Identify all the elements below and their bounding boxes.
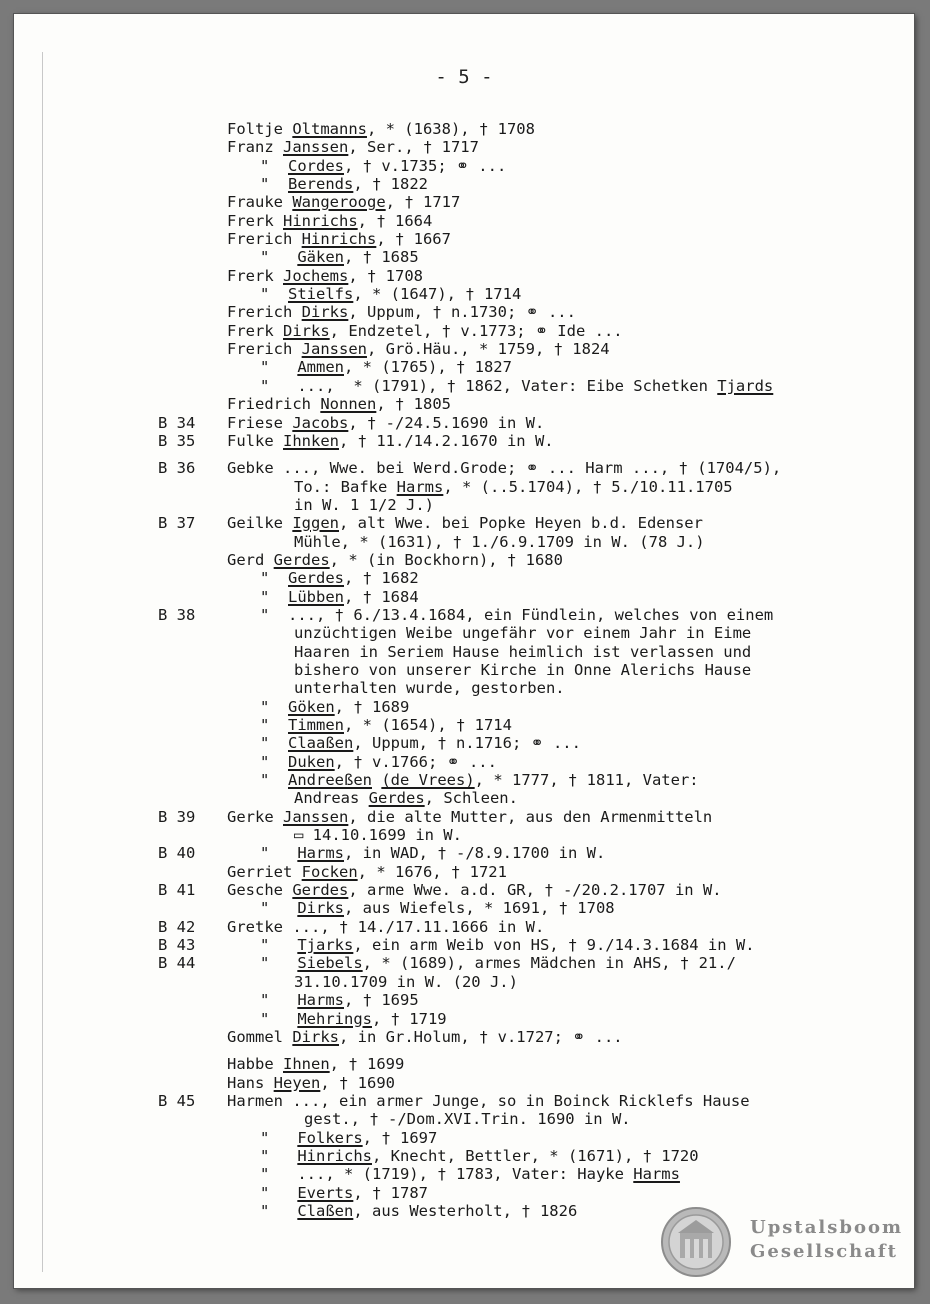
surname: Dirks bbox=[301, 303, 349, 322]
entry-text bbox=[227, 267, 423, 285]
entry-fragment: unzüchtigen Weibe ungefähr vor einem Jahr in Eime bbox=[294, 624, 752, 643]
register-line bbox=[14, 193, 914, 211]
register-line bbox=[14, 624, 914, 642]
entry-fragment: , die alte Mutter, aus den Armenmitteln bbox=[348, 807, 713, 826]
logo-line-2: Gesellschaft bbox=[750, 1241, 898, 1262]
entry-fragment: " bbox=[260, 734, 288, 753]
register-line bbox=[14, 1184, 914, 1202]
surname: Harms bbox=[297, 991, 344, 1010]
surname: Hinrichs bbox=[297, 1146, 372, 1165]
register-line bbox=[14, 395, 914, 413]
entry-fragment: , † 1689 bbox=[334, 697, 410, 716]
register-line bbox=[14, 157, 914, 175]
register-line bbox=[14, 844, 914, 862]
surname: Ihnen bbox=[283, 1055, 330, 1074]
entry-text bbox=[227, 1028, 623, 1046]
entry-fragment: " bbox=[260, 569, 288, 588]
entry-fragment: gest., † -/Dom.XVI.Trin. 1690 in W. bbox=[304, 1110, 631, 1129]
surname: Claßen bbox=[297, 1201, 354, 1220]
entry-fragment: , † 1690 bbox=[320, 1073, 395, 1092]
entry-fragment: , Grö.Häu., * 1759, † 1824 bbox=[366, 340, 610, 359]
register-line bbox=[14, 569, 914, 587]
entry-text bbox=[227, 303, 576, 321]
entry-fragment: , * 1777, † 1811, Vater: bbox=[474, 771, 699, 790]
surname: Nonnen bbox=[320, 395, 377, 414]
register-line bbox=[14, 789, 914, 807]
entry-fragment: , † 1805 bbox=[376, 395, 451, 414]
entry-fragment: " bbox=[260, 716, 288, 734]
surname: Berends bbox=[288, 175, 354, 194]
entry-fragment: , arme Wwe. a.d. GR, † -/20.2.1707 in W. bbox=[348, 881, 722, 900]
entry-fragment: , † 11./14.2.1670 in W. bbox=[339, 431, 554, 450]
entry-fragment: , † -/24.5.1690 in W. bbox=[348, 413, 545, 432]
logo-text bbox=[750, 1216, 903, 1264]
entry-text bbox=[294, 789, 518, 807]
entry-text bbox=[294, 643, 751, 661]
register-line bbox=[14, 285, 914, 303]
entry-fragment: , † 1717 bbox=[385, 193, 461, 212]
register-line bbox=[14, 358, 914, 376]
entry-text bbox=[260, 157, 506, 175]
surname: Hinrichs bbox=[301, 230, 377, 249]
surname: Stielfs bbox=[288, 285, 354, 304]
entry-fragment: , * (1654), † 1714 bbox=[344, 716, 512, 734]
entry-fragment: Gommel bbox=[227, 1027, 293, 1046]
register-line bbox=[14, 771, 914, 789]
surname: Harms bbox=[396, 477, 444, 496]
register-line bbox=[14, 1129, 914, 1147]
register-line bbox=[14, 973, 914, 991]
surname: Janssen bbox=[301, 340, 367, 359]
surname: Timmen bbox=[288, 716, 344, 734]
entry-fragment: , in Gr.Holum, † v.1727; ⚭ ... bbox=[339, 1027, 623, 1046]
seal-icon bbox=[660, 1206, 732, 1278]
entry-fragment: Gebke ..., Wwe. bei Werd.Grode; ⚭ ... Harm ..., † (1704/5), bbox=[227, 459, 782, 478]
entry-fragment: , * (..5.1704), † 5./10.11.1705 bbox=[443, 477, 733, 496]
surname: Focken bbox=[301, 862, 358, 881]
entry-fragment: Harmen ..., ein armer Junge, so in Boinck Ricklefs Hause bbox=[227, 1091, 750, 1110]
entry-code: B 44 bbox=[158, 954, 196, 973]
entry-fragment: Gerd bbox=[227, 550, 274, 569]
document-page bbox=[14, 14, 914, 1288]
register-line bbox=[14, 478, 914, 496]
entry-fragment: , * (1647), † 1714 bbox=[353, 285, 522, 304]
entry-text bbox=[294, 478, 733, 496]
entry-fragment: " bbox=[260, 248, 298, 267]
register-line bbox=[14, 1092, 914, 1110]
entry-text bbox=[227, 863, 507, 881]
register-line bbox=[14, 175, 914, 193]
entry-code: B 38 bbox=[158, 605, 196, 624]
entry-code: B 41 bbox=[158, 881, 196, 900]
register-line bbox=[14, 340, 914, 358]
surname: Tjarks bbox=[297, 936, 354, 955]
entry-text bbox=[260, 899, 615, 917]
register-line bbox=[14, 1165, 914, 1183]
entry-text bbox=[227, 881, 722, 899]
surname: Gerdes bbox=[288, 569, 344, 588]
entry-fragment: " bbox=[260, 954, 298, 973]
entry-text bbox=[260, 1129, 437, 1147]
surname: Duken bbox=[288, 752, 335, 771]
entry-fragment: ▭ 14.10.1699 in W. bbox=[294, 826, 462, 845]
entry-fragment: " ..., * (1791), † 1862, Vater: Eibe Schetken bbox=[260, 376, 718, 395]
entry-fragment: Friese bbox=[227, 413, 293, 432]
logo-line-1: Upstalsboom bbox=[750, 1217, 904, 1238]
register-line bbox=[14, 698, 914, 716]
register-line bbox=[14, 322, 914, 340]
register-line bbox=[14, 496, 914, 514]
entry-text bbox=[260, 716, 512, 734]
entry-fragment: , aus Wiefels, * 1691, † 1708 bbox=[344, 899, 615, 918]
entry-text bbox=[294, 533, 705, 551]
surname: Jacobs bbox=[292, 413, 349, 432]
surname: Göken bbox=[288, 697, 335, 716]
register-line bbox=[14, 661, 914, 679]
register-line bbox=[14, 1028, 914, 1046]
surname: Iggen bbox=[292, 514, 339, 533]
register-line bbox=[14, 734, 914, 752]
surname: Lübben bbox=[288, 587, 344, 606]
register-line bbox=[14, 248, 914, 266]
register-line bbox=[14, 881, 914, 899]
entry-fragment: " bbox=[260, 1146, 298, 1165]
entry-code: B 35 bbox=[158, 431, 196, 450]
register-line bbox=[14, 808, 914, 826]
entry-text bbox=[260, 753, 497, 771]
surname: Harms bbox=[633, 1165, 680, 1184]
register-line bbox=[14, 991, 914, 1009]
entry-code: B 36 bbox=[158, 459, 196, 478]
entry-text bbox=[227, 551, 563, 569]
register-line bbox=[14, 120, 914, 138]
register-line bbox=[14, 459, 914, 477]
entry-text bbox=[294, 624, 751, 642]
entry-fragment: " bbox=[260, 752, 288, 771]
surname: Gerdes bbox=[273, 550, 330, 569]
entry-text bbox=[227, 414, 544, 432]
entry-text bbox=[294, 679, 565, 697]
entry-fragment: " ..., * (1719), † 1783, Vater: Hayke bbox=[260, 1165, 634, 1184]
surname: Harms bbox=[297, 844, 344, 863]
entry-text bbox=[227, 212, 432, 230]
entry-fragment: " bbox=[260, 844, 298, 863]
entry-fragment: , * (in Bockhorn), † 1680 bbox=[329, 550, 563, 569]
entry-text bbox=[260, 285, 521, 303]
surname: Wangerooge bbox=[292, 193, 386, 212]
entry-fragment: Frerich bbox=[227, 230, 302, 249]
entry-fragment: " bbox=[260, 936, 298, 955]
entry-fragment: , † v.1766; ⚭ ... bbox=[334, 752, 497, 771]
entry-fragment: Gerke bbox=[227, 807, 283, 826]
entry-fragment: " bbox=[260, 1183, 298, 1202]
register-line bbox=[14, 432, 914, 450]
entry-text bbox=[294, 826, 462, 844]
register-line bbox=[14, 514, 914, 532]
entry-text bbox=[227, 230, 451, 248]
entry-fragment: To.: Bafke bbox=[294, 477, 397, 496]
entry-fragment: , Uppum, † n.1730; ⚭ ... bbox=[348, 303, 576, 322]
entry-fragment: 31.10.1709 in W. (20 J.) bbox=[294, 972, 518, 991]
entry-text bbox=[260, 844, 605, 862]
entry-fragment: Hans bbox=[227, 1073, 274, 1092]
entry-text bbox=[227, 432, 554, 450]
entry-text bbox=[227, 1074, 395, 1092]
register-line bbox=[14, 414, 914, 432]
register-line bbox=[14, 1147, 914, 1165]
entry-fragment: " bbox=[260, 587, 288, 606]
entry-fragment bbox=[372, 771, 381, 789]
entry-text bbox=[260, 377, 773, 395]
entry-fragment: , † 1697 bbox=[362, 1128, 438, 1147]
entry-fragment: Frerk bbox=[227, 266, 283, 285]
society-logo bbox=[660, 1204, 904, 1280]
register-line bbox=[14, 826, 914, 844]
entry-fragment: , † 1719 bbox=[371, 1009, 447, 1028]
register-line bbox=[14, 643, 914, 661]
entry-fragment: Friedrich bbox=[227, 395, 321, 414]
surname: Jochems bbox=[283, 266, 349, 285]
surname: Cordes bbox=[288, 156, 344, 175]
register-line bbox=[14, 551, 914, 569]
register-line bbox=[14, 899, 914, 917]
entry-fragment: Mühle, * (1631), † 1./6.9.1709 in W. (78 J.) bbox=[294, 532, 705, 551]
entry-text bbox=[294, 661, 751, 679]
entry-text bbox=[294, 973, 518, 991]
entry-fragment: Gretke ..., † 14./17.11.1666 in W. bbox=[227, 917, 545, 936]
surname: Heyen bbox=[273, 1073, 321, 1092]
surname: Janssen bbox=[283, 138, 349, 157]
entry-text bbox=[227, 514, 703, 532]
entry-text bbox=[260, 936, 755, 954]
entry-fragment: " bbox=[260, 1201, 298, 1220]
surname: Andreeßen bbox=[288, 771, 372, 790]
entry-code: B 43 bbox=[158, 936, 196, 955]
entry-fragment: " bbox=[260, 697, 288, 716]
register-entries bbox=[14, 120, 914, 1220]
entry-fragment: , † 1695 bbox=[344, 991, 419, 1010]
entry-fragment: , Schleen. bbox=[424, 789, 518, 808]
entry-fragment: , † 1684 bbox=[344, 587, 419, 606]
register-line bbox=[14, 1010, 914, 1028]
entry-text bbox=[260, 175, 428, 193]
entry-fragment: " bbox=[260, 1128, 298, 1147]
entry-text bbox=[260, 771, 699, 789]
entry-text bbox=[227, 1092, 750, 1110]
surname: Oltmanns bbox=[292, 120, 367, 138]
surname: Ammen bbox=[297, 358, 344, 377]
entry-fragment: , Uppum, † n.1716; ⚭ ... bbox=[353, 734, 581, 753]
entry-fragment: , † v.1735; ⚭ ... bbox=[344, 156, 507, 175]
entry-fragment: " bbox=[260, 1009, 298, 1028]
entry-fragment: , * 1676, † 1721 bbox=[357, 862, 507, 881]
entry-code: B 45 bbox=[158, 1091, 196, 1110]
register-line bbox=[14, 679, 914, 697]
surname: Gerdes bbox=[368, 789, 425, 808]
entry-text bbox=[227, 120, 535, 138]
surname: Folkers bbox=[297, 1128, 363, 1147]
entry-text bbox=[227, 918, 544, 936]
entry-fragment: , † 1685 bbox=[344, 248, 419, 267]
register-line bbox=[14, 588, 914, 606]
entry-fragment: , alt Wwe. bei Popke Heyen b.d. Edenser bbox=[339, 514, 703, 533]
surname: Everts bbox=[297, 1183, 354, 1202]
entry-fragment: " bbox=[260, 358, 298, 377]
entry-fragment: Geilke bbox=[227, 514, 293, 533]
entry-text bbox=[227, 459, 781, 477]
register-line bbox=[14, 753, 914, 771]
surname: Claaßen bbox=[288, 734, 354, 753]
surname: Ihnken bbox=[283, 431, 339, 450]
entry-fragment: Andreas bbox=[294, 789, 369, 808]
register-line bbox=[14, 138, 914, 156]
entry-fragment: , Endzetel, † v.1773; ⚭ Ide ... bbox=[329, 321, 623, 340]
entry-fragment: " bbox=[260, 991, 298, 1010]
entry-fragment: " bbox=[260, 899, 298, 918]
entry-fragment: , * (1689), armes Mädchen in AHS, † 21./ bbox=[362, 954, 736, 973]
entry-text bbox=[260, 1202, 577, 1220]
entry-text bbox=[260, 1010, 447, 1028]
entry-fragment: Frauke bbox=[227, 193, 293, 212]
register-line bbox=[14, 450, 914, 459]
entry-fragment: , in WAD, † -/8.9.1700 in W. bbox=[344, 844, 606, 863]
entry-fragment: , † 1682 bbox=[344, 569, 419, 588]
register-line bbox=[14, 1055, 914, 1073]
entry-code: B 34 bbox=[158, 413, 196, 432]
entry-text bbox=[260, 1165, 680, 1183]
entry-fragment: , aus Westerholt, † 1826 bbox=[353, 1201, 578, 1220]
entry-text bbox=[304, 1110, 631, 1128]
entry-fragment: Frerk bbox=[227, 211, 283, 230]
register-line bbox=[14, 533, 914, 551]
entry-fragment: , Ser., † 1717 bbox=[348, 138, 479, 157]
entry-text bbox=[294, 496, 434, 514]
entry-text bbox=[260, 569, 419, 587]
entry-text bbox=[227, 138, 479, 156]
entry-fragment: " bbox=[260, 285, 288, 304]
entry-fragment: , Knecht, Bettler, * (1671), † 1720 bbox=[371, 1146, 699, 1165]
entry-text bbox=[260, 734, 581, 752]
entry-fragment: unterhalten wurde, gestorben. bbox=[294, 679, 565, 698]
entry-code: B 42 bbox=[158, 917, 196, 936]
entry-fragment: , ein arm Weib von HS, † 9./14.3.1684 in W. bbox=[353, 936, 755, 955]
entry-fragment: " bbox=[260, 156, 288, 175]
surname: Dirks bbox=[283, 321, 330, 340]
entry-fragment: Franz bbox=[227, 138, 283, 157]
surname: Dirks bbox=[292, 1027, 339, 1046]
surname: Siebels bbox=[297, 954, 363, 973]
surname: Gerdes bbox=[292, 881, 349, 900]
register-line bbox=[14, 1110, 914, 1128]
entry-text bbox=[227, 395, 451, 413]
entry-fragment: , † 1787 bbox=[353, 1183, 428, 1202]
entry-text bbox=[227, 193, 460, 211]
entry-fragment: Frerich bbox=[227, 340, 302, 359]
entry-fragment: Fulke bbox=[227, 431, 283, 450]
register-line bbox=[14, 954, 914, 972]
entry-text bbox=[227, 808, 712, 826]
surname: Dirks bbox=[297, 899, 344, 918]
entry-code: B 37 bbox=[158, 514, 196, 533]
entry-fragment: " ..., † 6./13.4.1684, ein Fündlein, welches von einem bbox=[260, 605, 774, 624]
surname: Janssen bbox=[283, 807, 349, 826]
register-line bbox=[14, 1046, 914, 1055]
entry-fragment: , † 1822 bbox=[353, 175, 428, 194]
register-line bbox=[14, 918, 914, 936]
page-number: - 5 - bbox=[435, 66, 493, 88]
entry-code: B 40 bbox=[158, 844, 196, 863]
entry-text bbox=[260, 358, 512, 376]
entry-fragment: Frerich bbox=[227, 303, 302, 322]
entry-text bbox=[227, 322, 623, 340]
surname: Mehrings bbox=[297, 1009, 372, 1028]
entry-text bbox=[260, 588, 419, 606]
surname: Tjards bbox=[717, 376, 774, 395]
entry-text bbox=[260, 1147, 699, 1165]
entry-text bbox=[227, 340, 610, 358]
register-line bbox=[14, 716, 914, 734]
entry-fragment: bishero von unserer Kirche in Onne Alerichs Hause bbox=[294, 660, 752, 679]
entry-text bbox=[260, 248, 419, 266]
entry-fragment: , * (1638), † 1708 bbox=[366, 120, 535, 138]
entry-code: B 39 bbox=[158, 807, 196, 826]
entry-fragment: Frerk bbox=[227, 321, 283, 340]
register-line bbox=[14, 377, 914, 395]
entry-fragment: Gerriet bbox=[227, 862, 302, 881]
entry-text bbox=[260, 991, 419, 1009]
surname: Hinrichs bbox=[283, 211, 358, 230]
entry-fragment: , * (1765), † 1827 bbox=[344, 358, 512, 377]
entry-fragment: in W. 1 1/2 J.) bbox=[294, 495, 434, 514]
entry-fragment: Foltje bbox=[227, 120, 293, 138]
register-line bbox=[14, 267, 914, 285]
entry-fragment: Gesche bbox=[227, 881, 293, 900]
entry-fragment: Haaren in Seriem Hause heimlich ist verlassen und bbox=[294, 642, 752, 661]
register-line bbox=[14, 863, 914, 881]
entry-text bbox=[260, 954, 736, 972]
entry-fragment: , † 1699 bbox=[329, 1055, 405, 1074]
surname: Gäken bbox=[297, 248, 344, 267]
surname: (de Vrees) bbox=[381, 771, 475, 790]
entry-fragment: " bbox=[260, 175, 288, 194]
register-line bbox=[14, 212, 914, 230]
register-line bbox=[14, 606, 914, 624]
entry-text bbox=[227, 1055, 404, 1073]
register-line bbox=[14, 936, 914, 954]
entry-text bbox=[260, 698, 409, 716]
entry-fragment: , † 1664 bbox=[357, 211, 433, 230]
entry-fragment: " bbox=[260, 771, 288, 790]
entry-text bbox=[260, 606, 773, 624]
register-line bbox=[14, 303, 914, 321]
entry-fragment: , † 1667 bbox=[376, 230, 451, 249]
entry-fragment: Habbe bbox=[227, 1055, 283, 1074]
entry-text bbox=[260, 1184, 428, 1202]
register-line bbox=[14, 1074, 914, 1092]
entry-fragment: , † 1708 bbox=[348, 266, 423, 285]
register-line bbox=[14, 230, 914, 248]
